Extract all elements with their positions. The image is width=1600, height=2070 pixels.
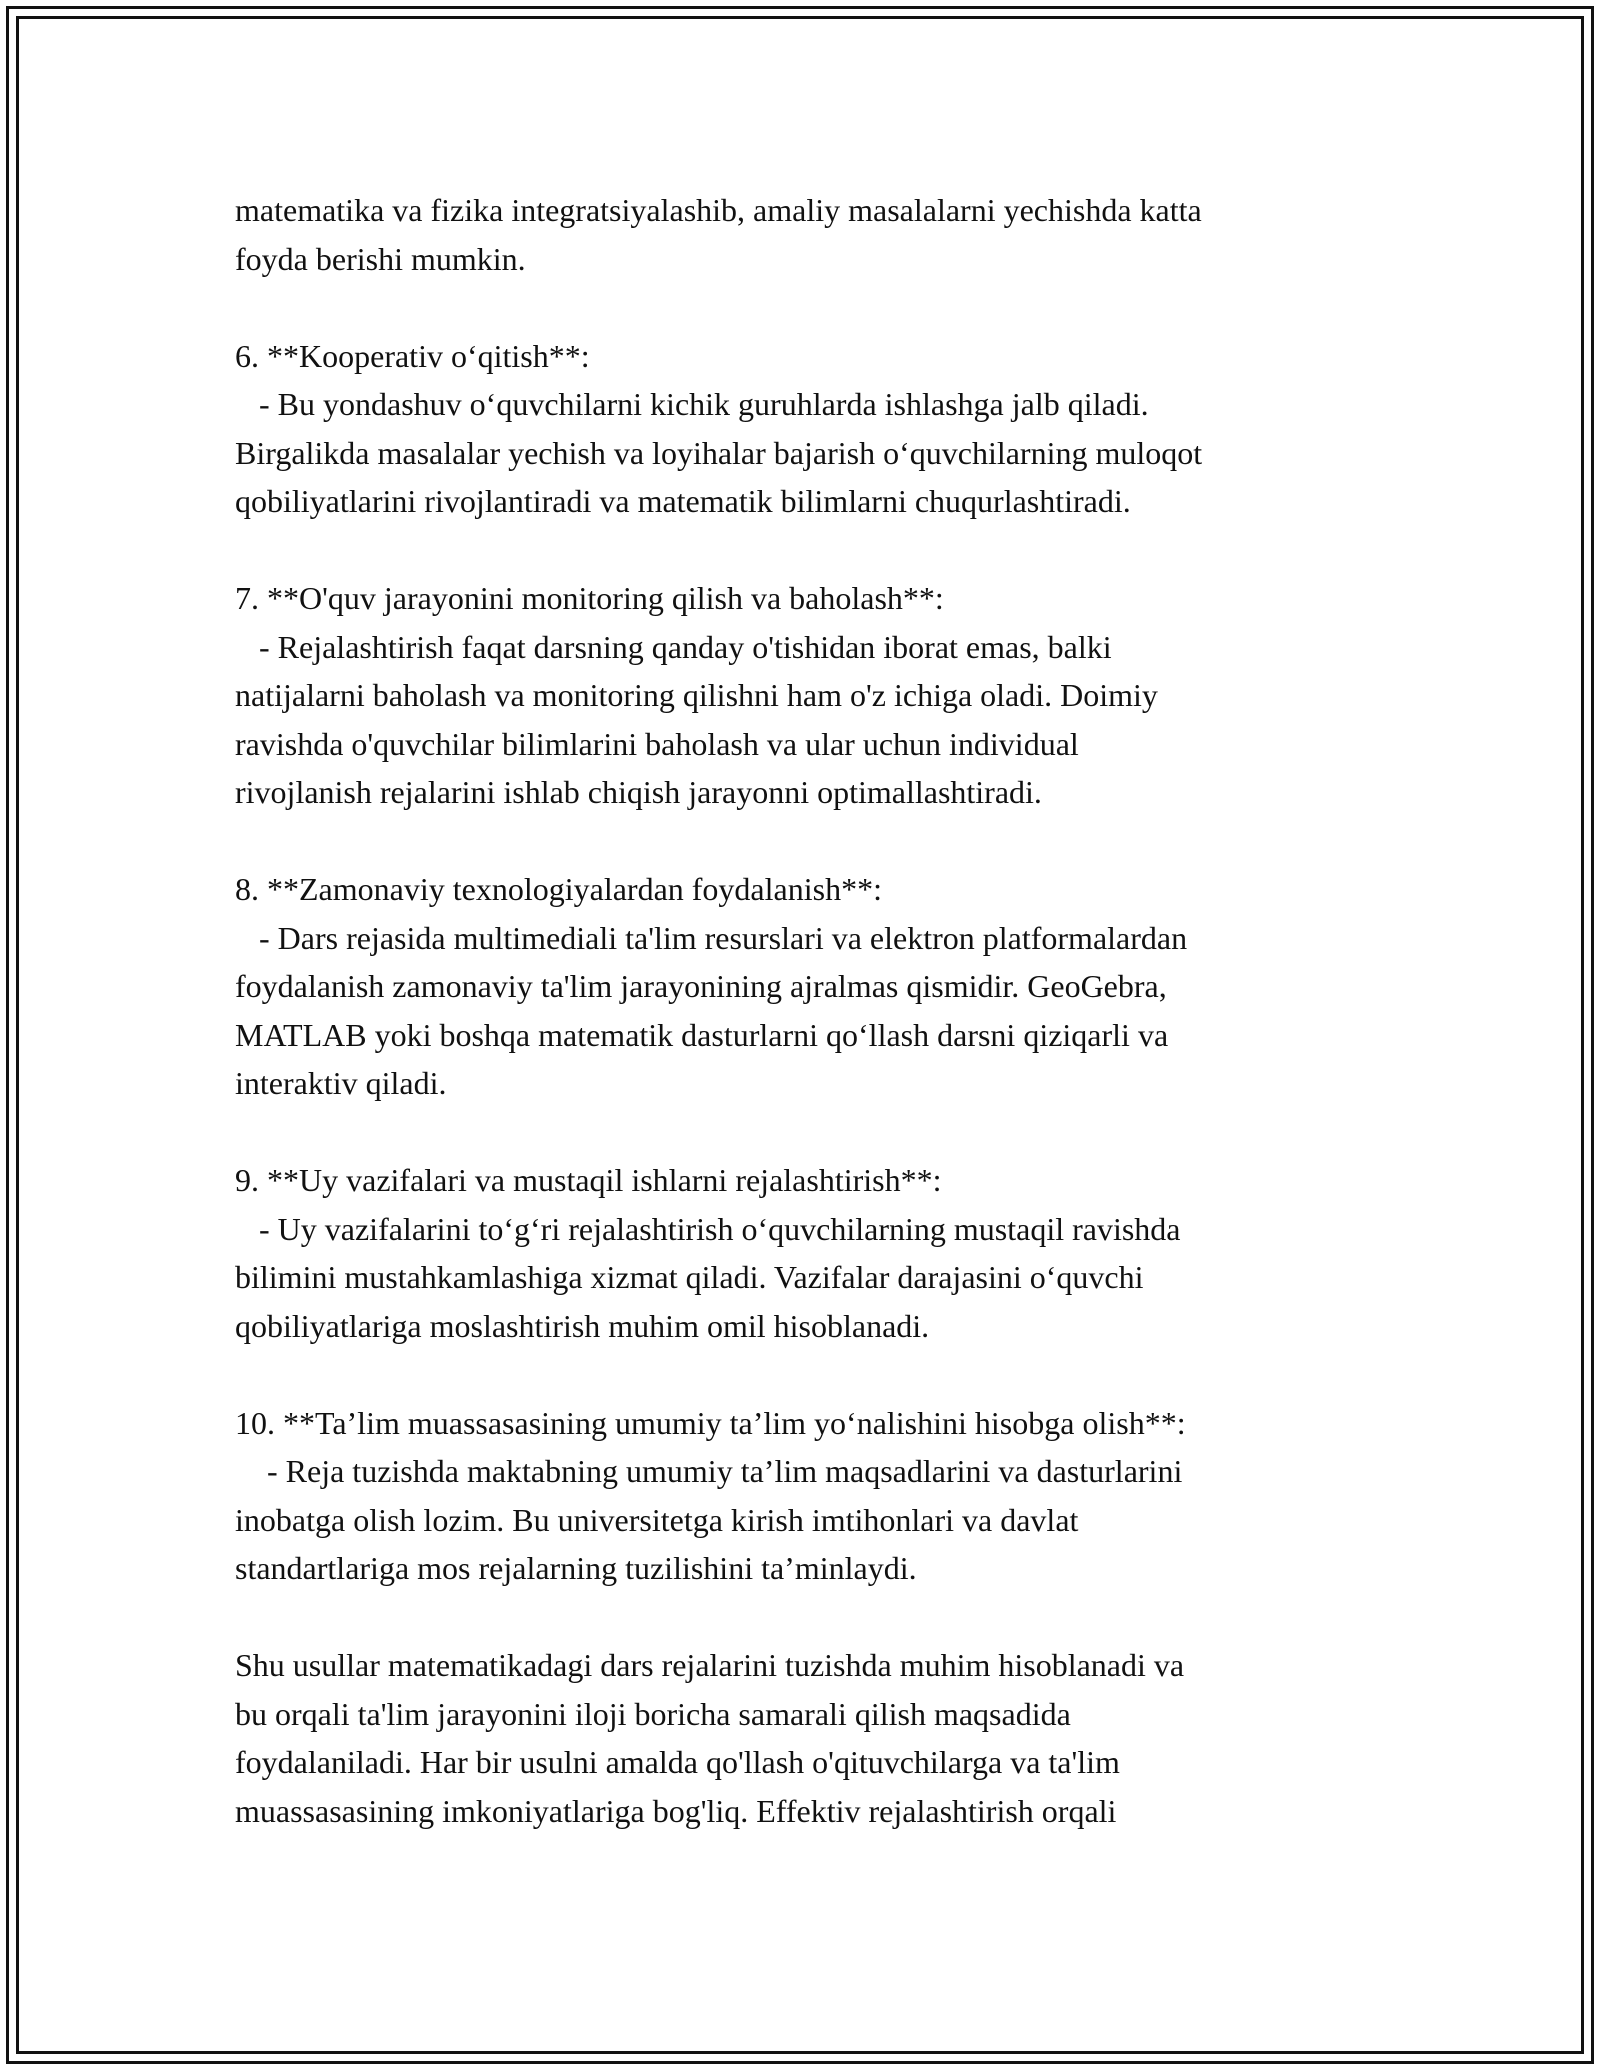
text-line: foydalaniladi. Har bir usulni amalda qo'llash o'qituvchilarga va ta'lim: [235, 1744, 1120, 1780]
text-line: MATLAB yoki boshqa matematik dasturlarni qo‘llash darsni qiziqarli va: [235, 1016, 1169, 1053]
section-6: [235, 332, 1435, 526]
text-line: - Uy vazifalarini to‘g‘ri rejalashtirish o‘quvchilarning mustaqil ravishda: [235, 1210, 1181, 1247]
text-line: qobiliyatlarini rivojlantiradi va matematik bilimlarni chuqurlashtiradi.: [235, 483, 1131, 519]
paragraph-gap: [235, 1350, 1435, 1399]
text-line: rivojlanish rejalarini ishlab chiqish jarayonni optimallashtiradi.: [235, 774, 1042, 810]
paragraph-gap: [235, 1593, 1435, 1642]
section-10: [235, 1399, 1435, 1593]
document-body: [235, 186, 1435, 1835]
text-line: interaktiv qiladi.: [235, 1065, 447, 1101]
text-line: - Dars rejasida multimediali ta'lim resurslari va elektron platformalardan: [235, 919, 1188, 956]
text-line: Shu usullar matematikadagi dars rejalarini tuzishda muhim hisoblanadi va: [235, 1647, 1185, 1683]
text-line: bilimini mustahkamlashiga xizmat qiladi. Vazifalar darajasini o‘quvchi: [235, 1259, 1144, 1295]
section-heading: 8. **Zamonaviy texnologiyalardan foydalanish**:: [235, 871, 882, 907]
section-heading: 7. **O'quv jarayonini monitoring qilish va baholash**:: [235, 580, 944, 616]
section-heading: 6. **Kooperativ o‘qitish**:: [235, 337, 590, 374]
text-line: muassasasining imkoniyatlariga bog'liq. Effektiv rejalashtirish orqali: [235, 1792, 1117, 1829]
text-line: natijalarni baholash va monitoring qilishni ham o'z ichiga oladi. Doimiy: [235, 677, 1158, 713]
text-line: - Reja tuzishda maktabning umumiy ta’lim maqsadlarini va dasturlarini: [235, 1453, 1183, 1489]
text-line: - Rejalashtirish faqat darsning qanday o'tishidan iborat emas, balki: [235, 628, 1112, 665]
text-line: inobatga olish lozim. Bu universitetga kirish imtihonlari va davlat: [235, 1501, 1079, 1538]
text-line: foyda berishi mumkin.: [235, 240, 526, 277]
text-line: ravishda o'quvchilar bilimlarini baholash va ular uchun individual: [235, 725, 1079, 762]
text-line: Birgalikda masalalar yechish va loyihalar bajarish o‘quvchilarning muloqot: [235, 434, 1203, 471]
section-8: [235, 865, 1435, 1108]
section-heading: 9. **Uy vazifalari va mustaqil ishlarni rejalashtirish**:: [235, 1162, 942, 1198]
section-9: [235, 1156, 1435, 1350]
text-line: foydalanish zamonaviy ta'lim jarayonining ajralmas qismidir. GeoGebra,: [235, 968, 1167, 1004]
paragraph-conclusion: [235, 1641, 1435, 1835]
text-line: qobiliyatlariga moslashtirish muhim omil hisoblanadi.: [235, 1307, 930, 1344]
text-line: matematika va fizika integratsiyalashib, amaliy masalalarni yechishda katta: [235, 192, 1202, 228]
text-line: bu orqali ta'lim jarayonini iloji boricha samarali qilish maqsadida: [235, 1695, 1071, 1732]
paragraph-gap: [235, 526, 1435, 575]
paragraph-intro-continued: [235, 186, 1435, 283]
text-line: - Bu yondashuv o‘quvchilarni kichik guruhlarda ishlashga jalb qiladi.: [235, 386, 1149, 422]
section-heading: 10. **Ta’lim muassasasining umumiy ta’lim yo‘nalishini hisobga olish**:: [235, 1404, 1186, 1441]
text-line: standartlariga mos rejalarning tuzilishini ta’minlaydi.: [235, 1550, 917, 1586]
paragraph-gap: [235, 817, 1435, 866]
paragraph-gap: [235, 283, 1435, 332]
paragraph-gap: [235, 1108, 1435, 1157]
section-7: [235, 574, 1435, 817]
